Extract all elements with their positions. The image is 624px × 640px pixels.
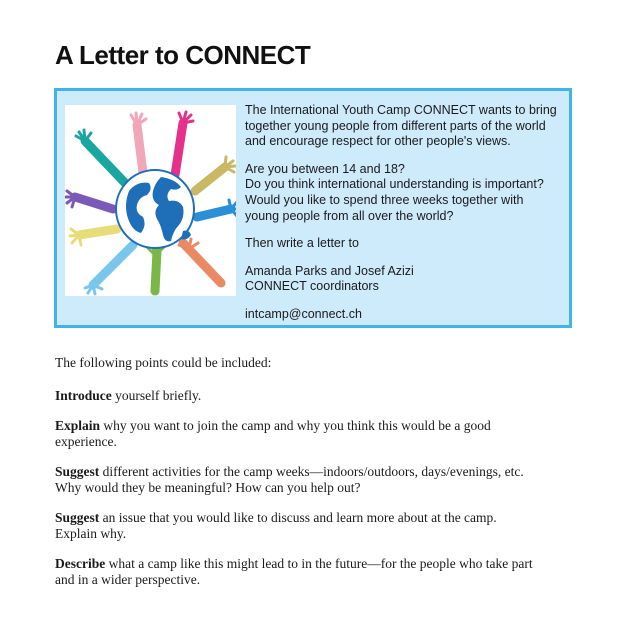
hand-icon: [155, 251, 157, 291]
point-keyword: Suggest: [55, 464, 100, 479]
text-line: Are you between 14 and 18?: [245, 161, 405, 176]
point-item: [55, 418, 575, 450]
points-section: [55, 355, 575, 602]
hand-icon: [195, 167, 225, 191]
email-address: intcamp@connect.ch: [245, 306, 362, 321]
text-line: [55, 418, 575, 434]
point-text: yourself briefly.: [111, 388, 202, 403]
point-text: why you want to join the camp and why you think this would be a good: [100, 418, 491, 433]
info-box-text: [245, 103, 567, 335]
hand-icon: [85, 141, 127, 185]
hand-icon: [175, 123, 183, 175]
info-paragraph: [245, 162, 567, 224]
text-line: [55, 464, 575, 480]
text-line: and encourage respect for other people's views.: [245, 134, 511, 149]
text-line: Amanda Parks and Josef Azizi: [245, 263, 414, 278]
point-text: Why would they be meaningful? How can you help out?: [55, 480, 361, 495]
point-text: different activities for the camp weeks—indoors/outdoors, days/evenings, etc.: [99, 464, 524, 479]
point-text: experience.: [55, 434, 117, 449]
hand-icon: [79, 229, 117, 235]
text-line: Do you think international understanding is important?: [245, 177, 544, 192]
point-keyword: Suggest: [55, 510, 100, 525]
hand-icon: [197, 209, 231, 217]
point-text: an issue that you would like to discuss and learn more about at the camp.: [99, 510, 497, 525]
globe-hands-image: [65, 105, 236, 296]
info-paragraph: [245, 264, 567, 295]
points-intro: The following points could be included:: [55, 355, 272, 370]
text-line: [55, 556, 575, 572]
point-item: [55, 388, 575, 404]
globe-icon: [116, 170, 194, 248]
text-line: Would you like to spend three weeks together with: [245, 192, 524, 207]
point-keyword: Describe: [55, 556, 106, 571]
text-line: [55, 510, 575, 526]
hand-icon: [93, 245, 133, 285]
info-paragraph: [245, 236, 567, 252]
text-line: The International Youth Camp CONNECT wants to bring: [245, 103, 557, 117]
point-text: what a camp like this might lead to in the future—for the people who take part: [105, 556, 533, 571]
text-line: [55, 388, 575, 404]
hand-fingers-icon: [179, 112, 193, 123]
hand-icon: [137, 125, 143, 173]
hand-icon: [75, 197, 113, 209]
info-box: [54, 88, 572, 328]
point-item: [55, 510, 575, 542]
text-line: young people from all over the world?: [245, 208, 454, 223]
text-line: Then write a letter to: [245, 236, 359, 251]
info-paragraph: [245, 103, 567, 150]
info-paragraph: [245, 307, 567, 323]
point-item: [55, 556, 575, 588]
point-text: Explain why.: [55, 526, 127, 541]
hand-fingers-icon: [85, 285, 102, 294]
globe-with-hands-icon: [65, 105, 236, 296]
text-line: together young people from different parts of the world: [245, 118, 546, 133]
page-title: A Letter to CONNECT: [55, 40, 311, 70]
point-keyword: Introduce: [55, 388, 112, 403]
point-keyword: Explain: [55, 418, 101, 433]
point-item: [55, 464, 575, 496]
text-line: CONNECT coordinators: [245, 279, 379, 294]
point-text: and in a wider perspective.: [55, 572, 201, 587]
